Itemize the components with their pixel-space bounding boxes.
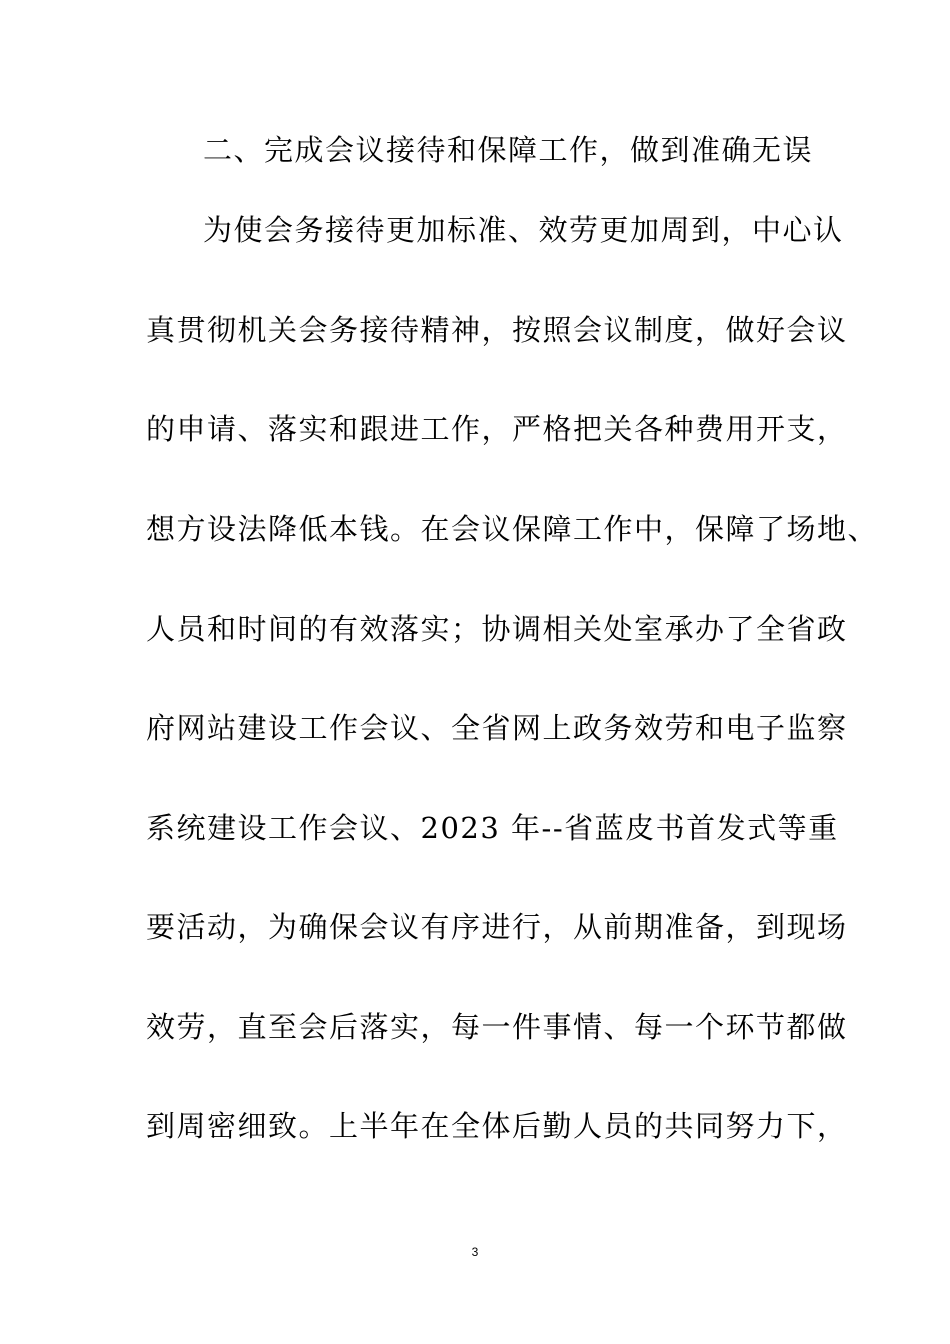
paragraph-line: 府网站建设工作会议、全省网上政务效劳和电子监察 [146,711,848,745]
page-number: 3 [471,1245,479,1259]
paragraph-line: 为使会务接待更加标准、效劳更加周到，中心认 [203,213,844,247]
paragraph-line: 要活动，为确保会议有序进行，从前期准备，到现场 [146,910,848,944]
paragraph-line: 人员和时间的有效落实；协调相关处室承办了全省政 [146,612,848,646]
section-heading: 二、完成会议接待和保障工作，做到准确无误 [203,133,814,167]
paragraph-line: 真贯彻机关会务接待精神，按照会议制度，做好会议 [146,313,848,347]
paragraph-line: 效劳，直至会后落实，每一件事情、每一个环节都做 [146,1010,848,1044]
paragraph-line: 系统建设工作会议、2023 年--省蓝皮书首发式等重 [146,811,839,845]
paragraph-line: 的申请、落实和跟进工作，严格把关各种费用开支， [146,412,848,446]
paragraph-line: 想方设法降低本钱。在会议保障工作中，保障了场地、 [146,512,879,546]
paragraph-line: 到周密细致。上半年在全体后勤人员的共同努力下， [146,1109,848,1143]
